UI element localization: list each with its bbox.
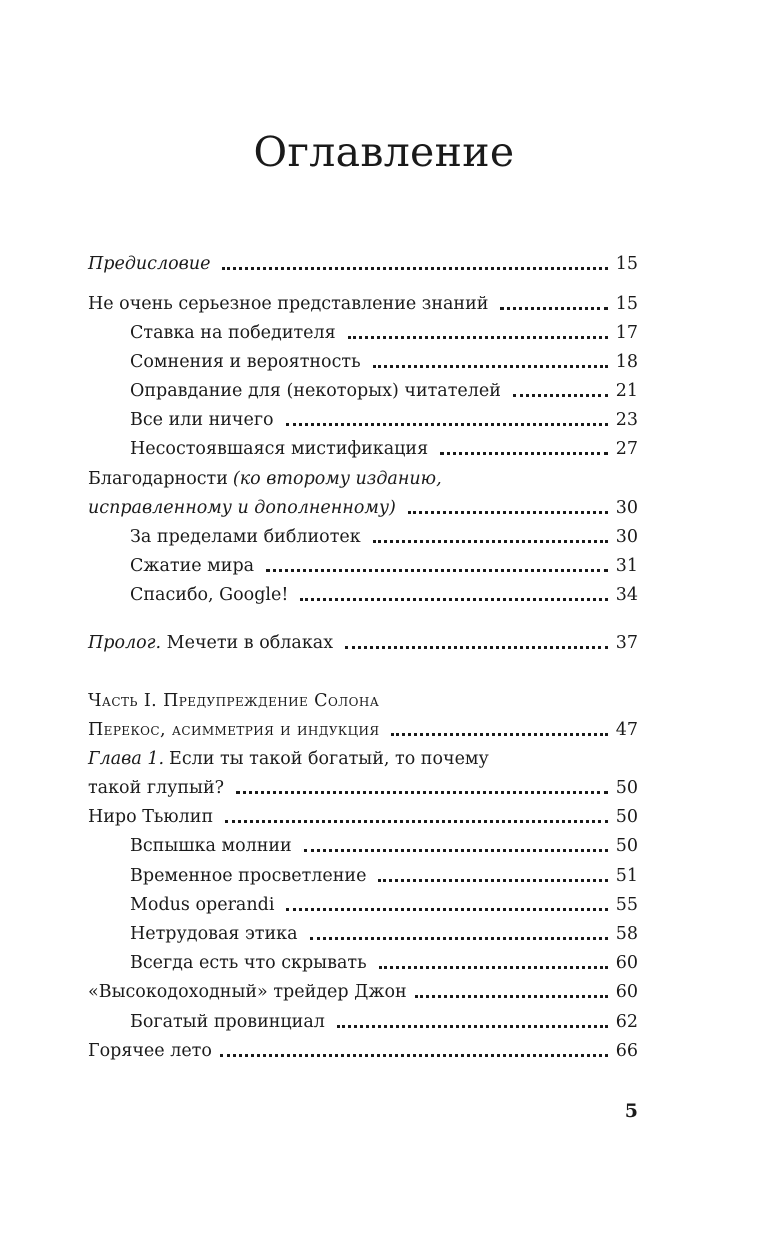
toc-label: Ставка на победителя (130, 323, 336, 343)
toc-entry-modus-operandi[interactable] (130, 887, 638, 916)
toc-label: Часть I. Предупреждение Солона (88, 691, 380, 711)
toc-page: 62 (615, 1012, 638, 1032)
toc-label: Сжатие мира (130, 556, 255, 576)
toc-label: Благодарности (88, 469, 228, 489)
toc-prefix: Пролог. (88, 633, 162, 653)
toc-chapter-heading[interactable] (88, 741, 489, 770)
toc-entry-excuse[interactable] (130, 373, 638, 402)
toc-page: 55 (615, 895, 638, 915)
leader-dots (391, 733, 607, 736)
toc-label: Вспышка молнии (130, 836, 292, 856)
toc-page: 66 (615, 1041, 638, 1061)
toc-page: 51 (615, 866, 638, 886)
toc-page: 50 (615, 778, 638, 798)
toc-entry-prologue[interactable] (88, 625, 638, 654)
leader-dots (310, 937, 608, 940)
leader-dots (408, 511, 608, 514)
toc-entry-thanks-google[interactable] (130, 577, 638, 606)
toc-label: Предисловие (88, 254, 211, 274)
toc-entry-hide[interactable] (130, 945, 638, 974)
toc-page: 60 (615, 953, 638, 973)
leader-dots (225, 820, 608, 823)
toc-entry-mystification[interactable] (130, 431, 638, 460)
leader-dots (337, 1025, 608, 1028)
leader-dots (345, 646, 608, 649)
toc-label: Не очень серьезное представление знаний (88, 294, 489, 314)
toc-page: 60 (615, 982, 638, 1002)
toc-label: Горячее лето (88, 1041, 212, 1061)
toc-prefix: Глава 1. (88, 749, 165, 769)
leader-dots (286, 908, 607, 911)
toc-entry-ethic[interactable] (130, 916, 638, 945)
toc-page: 23 (615, 410, 638, 430)
toc-entry-john[interactable] (88, 974, 638, 1003)
toc-page: 58 (615, 924, 638, 944)
toc-entry-all-or-nothing[interactable] (130, 402, 638, 431)
toc-entry-lightning[interactable] (130, 828, 638, 857)
toc-entry-beyond-libraries[interactable] (130, 519, 638, 548)
toc-page: 17 (615, 323, 638, 343)
leader-dots (266, 569, 608, 572)
toc-entry-compress-world[interactable] (130, 548, 638, 577)
toc-entry-thanks-line1[interactable] (88, 461, 442, 490)
leader-dots (220, 1054, 608, 1057)
toc-page: 30 (615, 498, 638, 518)
toc-page: 15 (615, 294, 638, 314)
leader-dots (513, 394, 608, 397)
toc-page: 34 (615, 585, 638, 605)
leader-dots (348, 336, 608, 339)
toc-entry-provincial[interactable] (130, 1004, 638, 1033)
toc-label: За пределами библиотек (130, 527, 361, 547)
toc-label: Перекос, асимметрия и индукция (88, 720, 380, 740)
leader-dots (222, 267, 607, 270)
page-number: 5 (624, 1100, 638, 1122)
toc-page: 15 (615, 254, 638, 274)
toc-label: «Высокодоходный» трейдер Джон (88, 982, 407, 1002)
toc-label: Спасибо, Google! (130, 585, 289, 605)
leader-dots (415, 995, 608, 998)
toc-label-note: исправленному и дополненному) (88, 498, 396, 518)
toc-entry-not-serious[interactable] (88, 286, 638, 315)
leader-dots (373, 365, 608, 368)
toc-label: такой глупый? (88, 778, 225, 798)
toc-label: Все или ничего (130, 410, 274, 430)
toc-label: Мечети в облаках (166, 633, 334, 653)
toc-entry-part1[interactable] (88, 712, 638, 741)
toc-page: 37 (615, 633, 638, 653)
toc-label: Ниро Тьюлип (88, 807, 214, 827)
toc-part-heading[interactable] (88, 683, 379, 712)
leader-dots (286, 423, 608, 426)
toc-entry-enlightenment[interactable] (130, 858, 638, 887)
toc-entry-nero[interactable] (88, 799, 638, 828)
toc-entry-bet-winner[interactable] (130, 315, 638, 344)
toc-page: 27 (615, 439, 638, 459)
page-title: Оглавление (253, 128, 515, 176)
leader-dots (304, 849, 608, 852)
leader-dots (236, 791, 608, 794)
toc-label: Если ты такой богатый, то почему (169, 749, 489, 769)
leader-dots (373, 540, 608, 543)
toc-page: 18 (615, 352, 638, 372)
toc-entry-doubt-probability[interactable] (130, 344, 638, 373)
toc-entry-chapter1[interactable] (88, 770, 638, 799)
toc-label: Оправдание для (некоторых) читателей (130, 381, 501, 401)
leader-dots (440, 452, 608, 455)
leader-dots (300, 598, 607, 601)
toc-page: 47 (615, 720, 638, 740)
toc-label: Временное просветление (130, 866, 367, 886)
toc-page: 31 (615, 556, 638, 576)
toc-label-group (88, 632, 333, 654)
toc-entry-preface[interactable] (88, 246, 638, 275)
toc-page: 21 (615, 381, 638, 401)
toc-entry-summer[interactable] (88, 1033, 638, 1062)
toc-label-note: (ко второму изданию, (232, 469, 442, 489)
toc-label: Modus operandi (130, 895, 275, 915)
toc-label: Нетрудовая этика (130, 924, 298, 944)
toc-page: 50 (615, 807, 638, 827)
toc-label: Богатый провинциал (130, 1012, 325, 1032)
toc-label: Несостоявшаяся мистификация (130, 439, 429, 459)
leader-dots (378, 879, 607, 882)
toc-label: Сомнения и вероятность (130, 352, 361, 372)
toc-entry-thanks[interactable] (88, 490, 638, 519)
toc-label: Всегда есть что скрывать (130, 953, 367, 973)
toc-page: 30 (615, 527, 638, 547)
toc-page: 50 (615, 836, 638, 856)
leader-dots (379, 966, 608, 969)
leader-dots (500, 307, 607, 310)
